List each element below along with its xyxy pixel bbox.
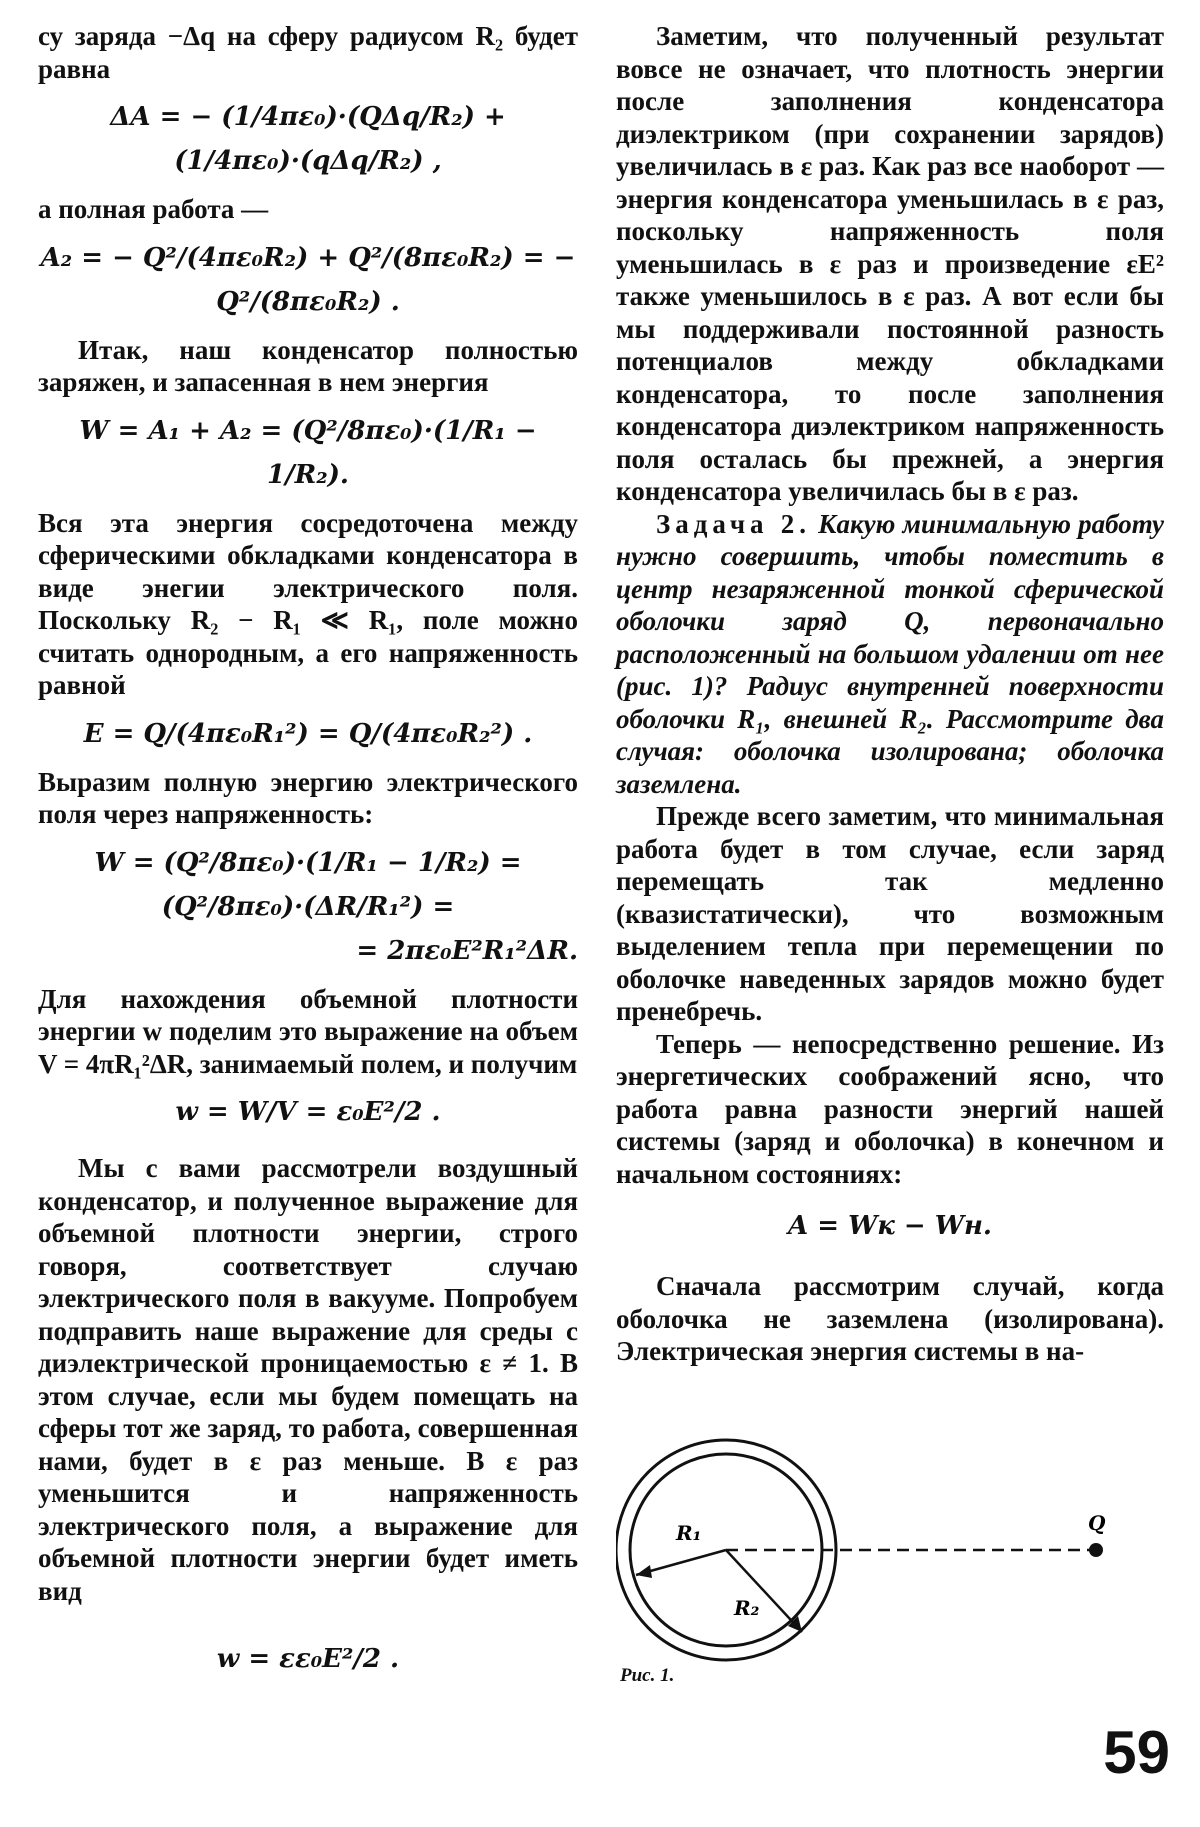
paragraph: Заметим, что полученный результат вовсе не означает, что плотность энергии после заполнения конденсатора диэлектриком (при сохранении зарядов) увеличилась в ε раз. Как раз все наоборот — энергия конденсатора уменьшилась в ε раз, поскольку напряженность поля уменьшилась в ε раз и произведение εE² также уменьшилось в ε раз. А вот если бы мы поддерживали постоянной разность потенциалов между обкладками конденсатора, то после заполнения конденсатора диэлектриком напряженность поля осталась бы прежней, а энергия конденсатора увеличилась бы в ε раз. bbox=[616, 21, 1164, 506]
figure-sphere-shell bbox=[616, 1390, 1176, 1690]
formula-w-field-cont: = 2πε₀E²R₁²ΔR. bbox=[356, 935, 578, 966]
formula-w-density: w = W/V = ε₀E²/2 . bbox=[175, 1097, 441, 1127]
task-text: Какую минимальную работу нужно совершить, чтобы поместить в центр незаряженной тонкой сферической оболочки заряд Q, первоначально расположенный на большом удалении от нее (рис. 1)? Радиус внутренней поверхности оболочки R₁, внешней R₂. Рассмотрите два случая: оболочка изолирована; оболочка заземлена. bbox=[616, 508, 1165, 799]
formula-work: A = Wк − Wн. bbox=[788, 1211, 992, 1241]
label-r1: R₁ bbox=[676, 1521, 702, 1545]
paragraph: Мы с вами рассмотрели воздушный конденсатор, и полученное выражение для объемной плотности энергии, строго говоря, соответствует случаю электрического поля в вакууме. Попробуем подправить наше выражение для среды с диэлектрической проницаемостью ε ≠ 1. В этом случае, если мы будем помещать на сферы тот же заряд, то работа, совершенная нами, будет в ε раз меньше. В ε раз уменьшится и напряженность электрического поля, а выражение для объемной плотности энергии будет иметь вид bbox=[38, 1153, 578, 1606]
formula-delta-a: ΔA = − (1/4πε₀)·(QΔq/R₂) + (1/4πε₀)·(qΔq/R₂) , bbox=[110, 102, 506, 176]
paragraph: Итак, наш конденсатор полностью заряжен, и запасенная в нем энергия bbox=[38, 334, 578, 397]
left-column bbox=[38, 20, 578, 1691]
paragraph: Вся эта энергия сосредоточена между сферическими обкладками конденсатора в виде энегии электрического поля. Поскольку R₂ − R₁ ≪ R₁, поле можно считать однородным, а его напряженность равной bbox=[38, 507, 578, 700]
paragraph: Прежде всего заметим, что минимальная работа будет в том случае, если заряд перемещать так медленно (квазистатически), что возможным выделением тепла при перемещении по оболочке наведенных зарядов можно будет пренебречь. bbox=[616, 801, 1164, 1026]
paragraph: Для нахождения объемной плотности энергии w поделим это выражение на объем V = 4πR₁²ΔR, занимаемый полем, и получим bbox=[38, 983, 578, 1079]
figure-caption: Рис. 1. bbox=[620, 1665, 675, 1686]
formula-w-field: W = (Q²/8πε₀)·(1/R₁ − 1/R₂) = (Q²/8πε₀)·(ΔR/R₁²) = bbox=[94, 847, 522, 922]
paragraph: Выразим полную энергию электрического поля через напряженность: bbox=[38, 766, 578, 829]
right-column bbox=[616, 20, 1164, 1368]
formula-e: E = Q/(4πε₀R₁²) = Q/(4πε₀R₂²) . bbox=[83, 718, 533, 749]
paragraph: Сначала рассмотрим случай, когда оболочка не заземлена (изолирована). Электрическая энергия системы в на- bbox=[616, 1271, 1164, 1366]
formula-a2: A₂ = − Q²/(4πε₀R₂) + Q²/(8πε₀R₂) = − Q²/(8πε₀R₂) . bbox=[40, 242, 576, 317]
label-q: Q bbox=[1088, 1511, 1106, 1535]
paragraph: а полная работа — bbox=[38, 194, 269, 224]
page-number: 59 bbox=[1103, 1719, 1170, 1786]
r1-arrowhead bbox=[636, 1565, 652, 1578]
label-r2: R₂ bbox=[734, 1596, 760, 1620]
formula-w: W = A₁ + A₂ = (Q²/8πε₀)·(1/R₁ − 1/R₂). bbox=[79, 415, 537, 490]
charge-q-dot bbox=[1089, 1543, 1103, 1557]
task-label: Задача 2. bbox=[656, 508, 811, 539]
task-paragraph bbox=[616, 508, 1164, 801]
formula-w-dielectric: w = εε₀E²/2 . bbox=[216, 1644, 400, 1674]
paragraph: Теперь — непосредственно решение. Из энергетических соображений ясно, что работа равна разности энергий нашей системы (заряд и оболочка) в конечном и начальном состояниях: bbox=[616, 1028, 1164, 1189]
paragraph: су заряда −Δq на сферу радиусом R₂ будет равна bbox=[38, 21, 578, 84]
